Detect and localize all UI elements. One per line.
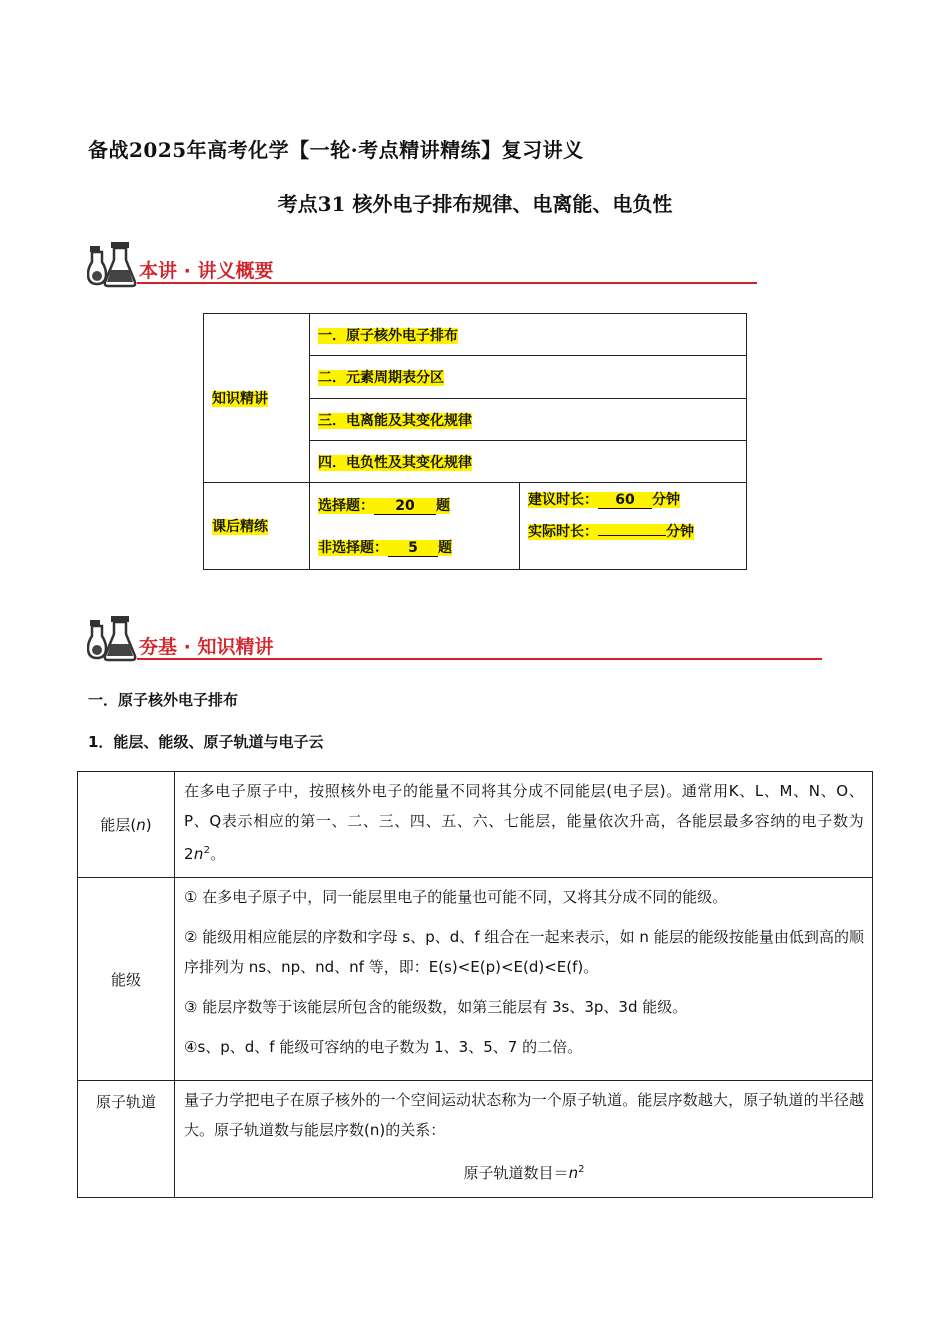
desc-orbital: 量子力学把电子在原子核外的一个空间运动状态称为一个原子轨道。能层序数越大，原子轨道的半径越大。原子轨道数与能层序数(n)的关系： 原子轨道数目$=n^2$ <box>175 1081 873 1198</box>
term-orbital: 原子轨道 <box>78 1081 175 1198</box>
topic-title: 考点31 核外电子排布规律、电离能、电负性 <box>277 192 673 216</box>
duration-cell: 建议时长： 60 分钟 实际时长： 分钟 <box>520 483 747 570</box>
orbital-formula: 原子轨道数目$=n^2$ <box>463 1164 585 1182</box>
section-heading: 一．原子核外电子排布 <box>88 691 239 709</box>
banner-label: 本讲 · 讲义概要 <box>139 260 274 282</box>
flask-icon <box>87 240 139 288</box>
section-banner-knowledge <box>87 614 822 662</box>
question-count-cell: 选择题： 20 题 非选择题： 5 题 <box>310 483 520 570</box>
section-banner-overview <box>87 240 757 286</box>
subsection-heading: 1．能层、能级、原子轨道与电子云 <box>88 733 324 751</box>
banner-underline <box>137 658 822 660</box>
banner-label: 夯基 · 知识精讲 <box>139 636 274 658</box>
term-energy-shell: 能层(n) <box>78 772 175 878</box>
overview-item: 四．电负性及其变化规律 <box>310 441 747 483</box>
document-title: 备战2025年高考化学【一轮·考点精讲精练】复习讲义 <box>88 138 584 162</box>
knowledge-table <box>77 771 873 1198</box>
overview-table <box>203 313 747 570</box>
nonchoice-count: 5 <box>388 540 438 557</box>
overview-item: 二．元素周期表分区 <box>310 356 747 399</box>
overview-item: 一．原子核外电子排布 <box>310 314 747 356</box>
suggested-duration: 60 <box>598 492 652 509</box>
overview-item: 三．电离能及其变化规律 <box>310 399 747 441</box>
term-energy-level: 能级 <box>78 878 175 1081</box>
choice-count: 20 <box>374 498 436 515</box>
practice-label: 课后精练 <box>204 483 310 570</box>
flask-icon <box>87 614 139 662</box>
actual-duration <box>598 535 666 536</box>
desc-energy-shell: 在多电子原子中，按照核外电子的能量不同将其分成不同能层(电子层)。通常用K、L、M、N、O、P、Q表示相应的第一、二、三、四、五、六、七能层，能量依次升高，各能层最多容纳的电子数为$2n^2$。 <box>175 772 873 878</box>
banner-underline <box>137 282 757 284</box>
desc-energy-level: ① 在多电子原子中，同一能层里电子的能量也可能不同，又将其分成不同的能级。 ② 能级用相应能层的序数和字母 s、p、d、f 组合在一起来表示，如 n 能层的能级按能量由低到高的顺序排列为 ns、np、nd、nf 等，即：E(s)<E(p)<E(d)<E(f)。 ③ 能层序数等于该能层所包含的能级数，如第三能层有 3s、3p、3d 能级。 ④s、p、d、f 能级可容纳的电子数为 1、3、5、7 的二倍。 <box>175 878 873 1081</box>
overview-row-label: 知识精讲 <box>204 314 310 483</box>
